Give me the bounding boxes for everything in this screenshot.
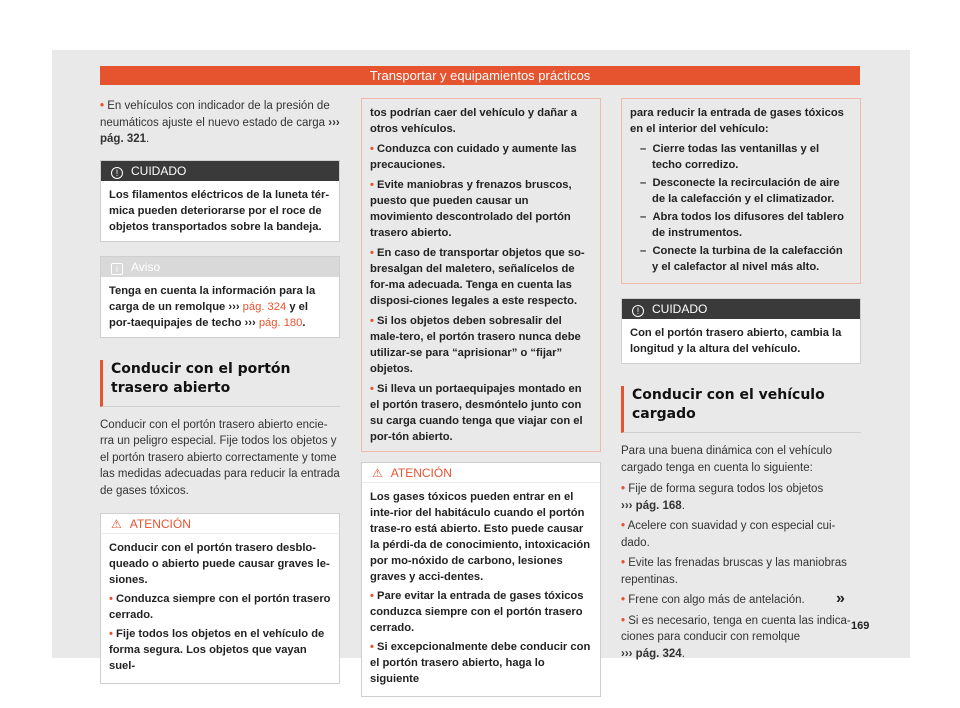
list-item: • Si es necesario, tenga en cuenta las indica-ciones para conducir con remolque ››› pág. 324. [621, 614, 851, 660]
bullet-icon: • [109, 628, 113, 640]
atencion-box [361, 462, 601, 697]
list-item: • Evite las frenadas bruscas y las maniobras repentinas. [621, 557, 847, 586]
info-circle-icon: ! [632, 305, 644, 317]
cuidado-header: ! CUIDADO [101, 161, 339, 181]
dash-item: – Conecte la turbina de la calefacción y el calefactor al nivel más alto. [640, 245, 843, 273]
page-reference[interactable]: ››› pág. 168 [621, 499, 682, 512]
cuidado-header: ! CUIDADO [622, 299, 860, 319]
aviso-text: Tenga en cuenta la información para la carga de un remolque ››› pág. 324 y el por-taequipajes de techo ››› pág. 180. [109, 284, 316, 329]
dash-item: – Abra todos los difusores del tablero de instrumentos. [640, 211, 844, 239]
cuidado-text: Con el portón trasero abierto, cambia la longitud y la altura del vehículo. [630, 327, 842, 355]
dash-item: – Cierre todas las ventanillas y el techo corredizo. [640, 143, 820, 171]
section-paragraph: Conducir con el portón trasero abierto encie-rra un peligro especial. Fije todos los objetos y el portón trasero abierto correctamente y tome las medidas adecuadas para reducir la entrada de gases tóxicos. [100, 418, 340, 497]
warning-triangle-icon: ⚠ [111, 517, 122, 531]
chapter-header: Transportar y equipamientos prácticos [100, 66, 860, 85]
warning-triangle-icon: ⚠ [372, 466, 383, 480]
section-title: Conducir con el vehículo cargado [621, 386, 861, 433]
atencion-header: ⚠ ATENCIÓN [362, 463, 600, 483]
atencion-box [100, 513, 340, 684]
cuidado-box [100, 160, 340, 242]
atencion-body [101, 534, 339, 683]
section-paragraph: Para una buena dinámica con el vehículo cargado tenga en cuenta lo siguiente: [621, 445, 832, 474]
page-reference[interactable]: ››› pág. 324 [621, 647, 682, 660]
list-item: • En caso de transportar objetos que so-bresalgan del maletero, señalícelos de for-ma adecuada. Tenga en cuenta las disposi-ciones legales a este respecto. [370, 247, 585, 307]
section-title: Conducir con el portón trasero abierto [100, 360, 340, 407]
column-1 [100, 98, 340, 684]
aviso-header: i Aviso [101, 257, 339, 277]
info-icon: i [111, 263, 123, 275]
bullet-icon: • [109, 593, 113, 605]
info-circle-icon: ! [111, 167, 123, 179]
dash-item: – Desconecte la recirculación de aire de la calefacción y el climatizador. [640, 177, 840, 205]
atencion-lead: Conducir con el portón trasero desblo-queado o abierto puede causar graves le-siones. [109, 542, 330, 586]
atencion-lead: Los gases tóxicos pueden entrar en el inte-rior del habitáculo cuando el portón trase-ro está abierto. Esto puede causar la pérdi-da de conocimiento, intoxicación por mo-nóxido de carbono, lesiones graves y acci-dentes. [370, 491, 591, 583]
page-number: 169 [851, 620, 870, 632]
atencion-item: • Conduzca siempre con el portón trasero cerrado. [109, 593, 331, 621]
cuidado-box [621, 298, 861, 364]
list-item: • Fije de forma segura todos los objetos ››› pág. 168. [621, 483, 824, 512]
list-item: • Si los objetos deben sobresalir del male-tero, el portón trasero nunca debe utilizar-se para “aprisionar” o “fijar” objetos. [370, 315, 581, 375]
aviso-box [100, 256, 340, 338]
column-3 [621, 98, 861, 662]
list-item: • Conduzca con cuidado y aumente las precauciones. [370, 143, 577, 171]
continue-mark: » [836, 590, 845, 607]
list-item: • Acelere con suavidad y con especial cui-dado. [621, 520, 836, 549]
intro-paragraph: • En vehículos con indicador de la presión de neumáticos ajuste el nuevo estado de carga ››› pág. 321. [100, 100, 340, 145]
list-item: • Si lleva un portaequipajes montado en el portón trasero, desmóntelo junto con su carga cuando tenga que viajar con el por-tón abierto. [370, 383, 583, 443]
column-2 [361, 98, 601, 697]
list-item: • Frene con algo más de antelación. [621, 594, 805, 606]
atencion-item: • Si excepcionalmente debe conducir con el portón trasero abierto, haga lo siguiente [370, 641, 591, 685]
list-item: • Evite maniobras y frenazos bruscos, puesto que pueden causar un movimiento descontrolado del portón trasero abierto. [370, 179, 572, 239]
atencion-body [362, 483, 600, 696]
page-reference[interactable]: pág. 180 [258, 316, 303, 329]
page-reference[interactable]: pág. 324 [242, 300, 287, 313]
page-reference[interactable]: ››› pág. 321 [100, 116, 340, 145]
cuidado-text: Los filamentos eléctricos de la luneta tér-mica pueden deteriorarse por el roce de objetos transportados sobre la bandeja. [109, 188, 330, 233]
atencion-continued-box: tos podrían caer del vehículo y dañar a otros vehículos. • Conduzca con cuidado y aumente las precauciones. • Evite maniobras y frenazos bruscos, puesto que pueden causar un movimiento descontrolado del portón trasero abierto. • En caso de transportar objetos que so-bresalgan del maletero, señalícelos de for-ma adecuada. Tenga en cuenta las disposi-ciones legales a este respecto. • Si los objetos deben sobresalir del male-tero, el portón trasero nunca debe utilizar-se para “aprisionar” o “fijar” objetos. • Si lleva un portaequipajes montado en el portón trasero, desmóntelo junto con su carga cuando tenga que viajar con el por-tón abierto. [361, 98, 601, 452]
atencion-item: • Pare evitar la entrada de gases tóxicos conduzca siempre con el portón trasero cerrado. [370, 590, 584, 634]
bullet-icon: • [100, 100, 105, 112]
atencion-continued-box: para reducir la entrada de gases tóxicos en el interior del vehículo: – Cierre todas las ventanillas y el techo corredizo. – Desconecte la recirculación de aire de la calefacción y el climatizador. – Abra todos los difusores del tablero de instrumentos. – Conecte la turbina de la calefacción y el calefactor al nivel más alto. [621, 98, 861, 284]
atencion-header: ⚠ ATENCIÓN [101, 514, 339, 534]
atencion-item: • Fije todos los objetos en el vehículo de forma segura. Los objetos que vayan suel- [109, 628, 325, 672]
